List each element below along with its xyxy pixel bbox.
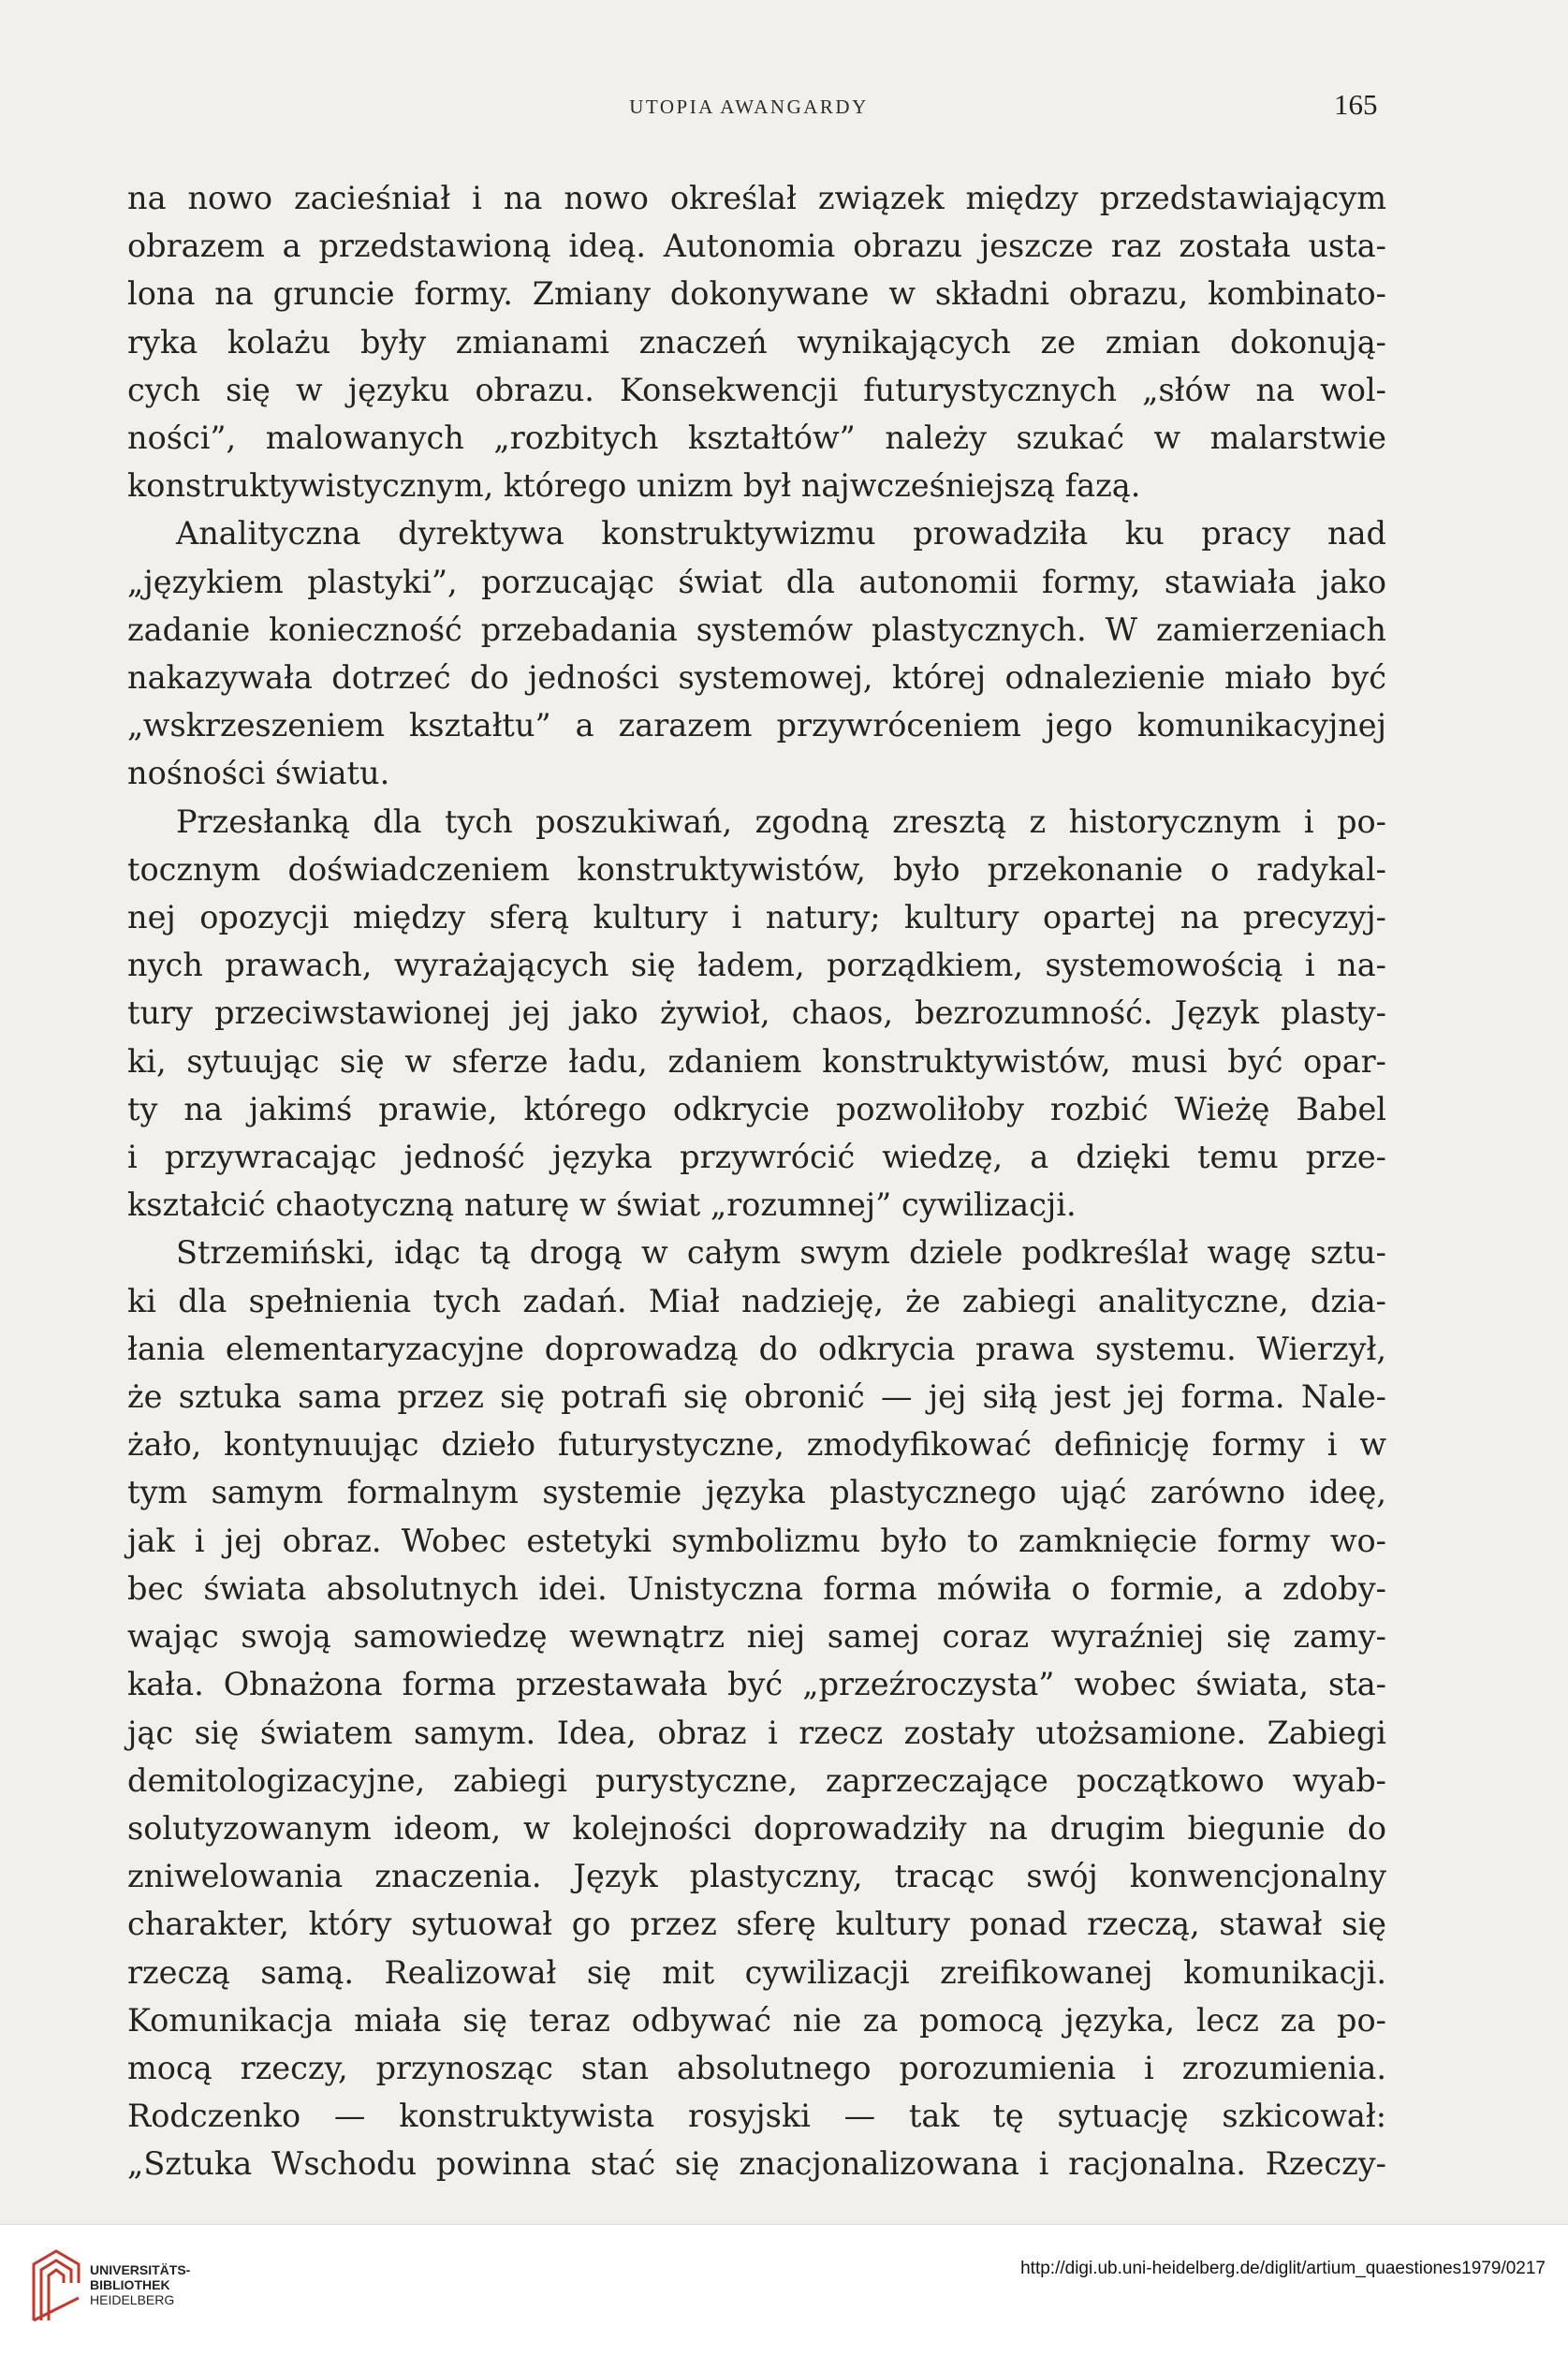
text-line: charakter, który sytuował go przez sferę kultury ponad rzeczą, stawał się xyxy=(127,1906,1386,1943)
text-line: że sztuka sama przez się potrafi się obronić — jej siłą jest jej forma. Nale- xyxy=(127,1378,1386,1416)
text-line: Przesłanką dla tych poszukiwań, zgodną zresztą z historycznym i po- xyxy=(176,803,1386,840)
text-line: zniwelowania znaczenia. Język plastyczny, tracąc swój konwencjonalny xyxy=(127,1858,1386,1895)
body-text xyxy=(127,174,1386,2188)
library-footer xyxy=(0,2224,1568,2356)
text-line: tocznym doświadczeniem konstruktywistów, było przekonanie o radykal- xyxy=(127,850,1386,888)
library-name xyxy=(90,2262,190,2307)
text-line: na nowo zacieśniał i na nowo określał związek między przedstawiającym xyxy=(127,180,1386,216)
page-header xyxy=(0,88,1568,131)
text-line: nych prawach, wyrażających się ładem, porządkiem, systemowością i na- xyxy=(127,947,1386,984)
text-line: ki dla spełnienia tych zadań. Miał nadzieję, że zabiegi analityczne, dzia- xyxy=(127,1282,1386,1319)
text-line: lona na gruncie formy. Zmiany dokonywane w składni obrazu, kombinato- xyxy=(127,275,1386,313)
text-line: obrazem a przedstawioną ideą. Autonomia obrazu jeszcze raz została usta- xyxy=(127,228,1386,265)
text-line: „wskrzeszeniem kształtu” a zarazem przywróceniem jego komunikacyjnej xyxy=(127,707,1386,744)
text-line: demitologizacyjne, zabiegi purystyczne, zaprzeczające początkowo wyab- xyxy=(127,1761,1386,1799)
text-line: bec świata absolutnych idei. Unistyczna forma mówiła o formie, a zdoby- xyxy=(127,1569,1386,1607)
text-line: Strzemiński, idąc tą drogą w całym swym dziele podkreślał wagę sztu- xyxy=(176,1234,1386,1272)
text-line: wając swoją samowiedzę wewnątrz niej samej coraz wyraźniej się zamy- xyxy=(127,1618,1386,1656)
text-line: ryka kolażu były zmianami znaczeń wynikających ze zmian dokonują- xyxy=(127,323,1386,361)
text-line: nakazywała dotrzeć do jedności systemowej, której odnalezienie miało być xyxy=(127,659,1386,697)
text-line: kała. Obnażona forma przestawała być „przeźroczysta” wobec świata, sta- xyxy=(127,1666,1386,1703)
text-line: łania elementaryzacyjne doprowadzą do odkrycia prawa systemu. Wierzył, xyxy=(127,1330,1386,1367)
text-line: cych się w języku obrazu. Konsekwencji futurystycznych „słów na wol- xyxy=(127,371,1386,408)
text-line: solutyzowanym ideom, w kolejności doprowadziły na drugim biegunie do xyxy=(127,1809,1386,1847)
page-number: 165 xyxy=(1334,88,1378,121)
text-line: „Sztuka Wschodu powinna stać się znacjonalizowana i racjonalna. Rzeczy- xyxy=(127,2145,1386,2183)
library-logo-icon xyxy=(28,2246,84,2326)
text-line: zadanie konieczność przebadania systemów plastycznych. W zamierzeniach xyxy=(127,611,1386,648)
text-line: i przywracając jedność języka przywrócić wiedzę, a dzięki temu prze- xyxy=(127,1139,1386,1176)
running-title: UTOPIA AWANGARDY xyxy=(629,96,869,118)
text-line: nej opozycji między sferą kultury i natury; kultury opartej na precyzyj- xyxy=(127,899,1386,936)
source-url-link[interactable]: http://digi.ub.uni-heidelberg.de/diglit/artium_quaestiones1979/0217 xyxy=(1020,2259,1546,2278)
text-line: kształcić chaotyczną naturę w świat „rozumnej” cywilizacji. xyxy=(127,1186,1077,1224)
text-line: tury przeciwstawionej jej jako żywioł, chaos, bezrozumność. Język plasty- xyxy=(127,994,1386,1032)
text-line: Analityczna dyrektywa konstruktywizmu prowadziła ku pracy nad xyxy=(176,515,1386,552)
library-name-line: UNIVERSITÄTS- xyxy=(90,2262,191,2277)
text-line: nośności światu. xyxy=(127,755,390,792)
text-line: konstruktywistycznym, którego unizm był najwcześniejszą fazą. xyxy=(127,467,1141,505)
text-line: ki, sytuując się w sferze ładu, zdaniem konstruktywistów, musi być opar- xyxy=(127,1042,1386,1080)
text-line: ty na jakimś prawie, którego odkrycie pozwoliłoby rozbić Wieżę Babel xyxy=(127,1090,1386,1127)
text-line: Komunikacja miała się teraz odbywać nie za pomocą języka, lecz za po- xyxy=(127,2001,1386,2039)
library-name-line: HEIDELBERG xyxy=(90,2292,175,2307)
text-line: rzeczą samą. Realizował się mit cywilizacji zreifikowanej komunikacji. xyxy=(127,1953,1386,1991)
text-line: mocą rzeczy, przynosząc stan absolutnego porozumienia i zrozumienia. xyxy=(127,2049,1386,2086)
text-line: ności”, malowanych „rozbitych kształtów” należy szukać w malarstwie xyxy=(127,420,1386,457)
library-name-line: BIBLIOTHEK xyxy=(90,2277,170,2292)
text-line: jąc się światem samym. Idea, obraz i rzecz zostały utożsamione. Zabiegi xyxy=(127,1714,1386,1751)
text-line: Rodczenko — konstruktywista rosyjski — tak tę sytuację szkicował: xyxy=(127,2098,1386,2135)
text-line: „językiem plastyki”, porzucając świat dla autonomii formy, stawiała jako xyxy=(127,563,1386,600)
text-line: jak i jej obraz. Wobec estetyki symbolizmu było to zamknięcie formy wo- xyxy=(127,1522,1386,1559)
text-line: tym samym formalnym systemie języka plastycznego ująć zarówno ideę, xyxy=(127,1474,1386,1511)
text-line: żało, kontynuując dzieło futurystyczne, zmodyfikować definicję formy i w xyxy=(127,1426,1386,1464)
